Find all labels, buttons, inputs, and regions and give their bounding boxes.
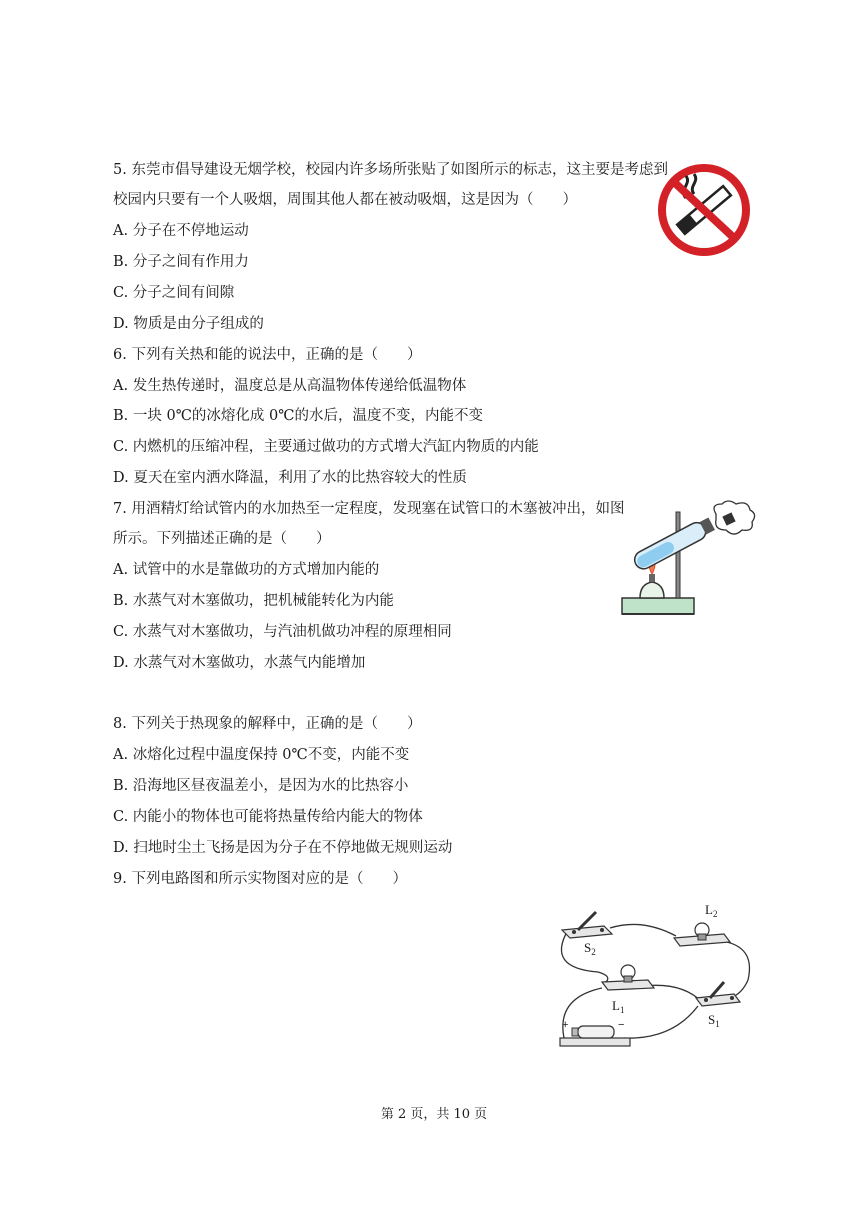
label-s2: $S_2$ <box>584 940 596 957</box>
switch-s2 <box>562 912 612 938</box>
q6-stem: 6. 下列有关热和能的说法中，正确的是（ ） <box>113 347 422 363</box>
switch-s1 <box>696 982 740 1006</box>
label-s1: $S_1$ <box>708 1012 720 1029</box>
circuit-physical-diagram <box>552 898 760 1054</box>
q8-option-a: A. 冰熔化过程中温度保持 0℃不变，内能不变 <box>113 747 410 763</box>
q6-option-c: C. 内燃机的压缩冲程，主要通过做功的方式增大汽缸内物质的内能 <box>113 439 539 455</box>
q6-option-b: B. 一块 0℃的冰熔化成 0℃的水后，温度不变，内能不变 <box>113 408 483 424</box>
q7-option-a: A. 试管中的水是靠做功的方式增加内能的 <box>113 562 380 578</box>
q5-option-b: B. 分子之间有作用力 <box>113 254 249 270</box>
q7-option-d: D. 水蒸气对木塞做功，水蒸气内能增加 <box>113 655 366 671</box>
q8-option-b: B. 沿海地区昼夜温差小，是因为水的比热容小 <box>113 778 409 794</box>
q7-stem-line1: 7. 用酒精灯给试管内的水加热至一定程度，发现塞在试管口的木塞被冲出，如图 <box>113 501 625 517</box>
q6-option-d: D. 夏天在室内洒水降温，利用了水的比热容较大的性质 <box>113 470 467 486</box>
q6-option-a: A. 发生热传递时，温度总是从高温物体传递给低温物体 <box>113 378 467 394</box>
label-plus: + <box>562 1019 569 1031</box>
q5-option-d: D. 物质是由分子组成的 <box>113 316 264 332</box>
q8-option-c: C. 内能小的物体也可能将热量传给内能大的物体 <box>113 809 423 825</box>
q8-stem: 8. 下列关于热现象的解释中，正确的是（ ） <box>113 716 422 732</box>
q5-stem-line1: 5. 东莞市倡导建设无烟学校，校园内许多场所张贴了如图所示的标志，这主要是考虑到 <box>113 162 668 178</box>
lamp-l1 <box>602 965 654 990</box>
q5-option-c: C. 分子之间有间隙 <box>113 285 235 301</box>
label-l2: $L_2$ <box>705 902 718 919</box>
page-footer: 第 2 页，共 10 页 <box>380 1107 488 1122</box>
q8-option-d: D. 扫地时尘土飞扬是因为分子在不停地做无规则运动 <box>113 840 453 856</box>
q5-option-a: A. 分子在不停地运动 <box>113 223 249 239</box>
test-tube-heating-figure <box>618 500 758 622</box>
q7-stem-line2: 所示。下列描述正确的是（ ） <box>113 531 331 547</box>
q7-option-b: B. 水蒸气对木塞做功，把机械能转化为内能 <box>113 593 394 609</box>
q9-stem: 9. 下列电路图和所示实物图对应的是（ ） <box>113 871 407 887</box>
label-l1: $L_1$ <box>612 998 625 1015</box>
q5-stem-line2: 校园内只要有一个人吸烟，周围其他人都在被动吸烟，这是因为（ ） <box>113 192 577 208</box>
no-smoking-sign-figure <box>656 164 752 256</box>
lamp-l2 <box>674 923 730 946</box>
label-minus: − <box>618 1019 625 1031</box>
q7-option-c: C. 水蒸气对木塞做功，与汽油机做功冲程的原理相同 <box>113 624 452 640</box>
